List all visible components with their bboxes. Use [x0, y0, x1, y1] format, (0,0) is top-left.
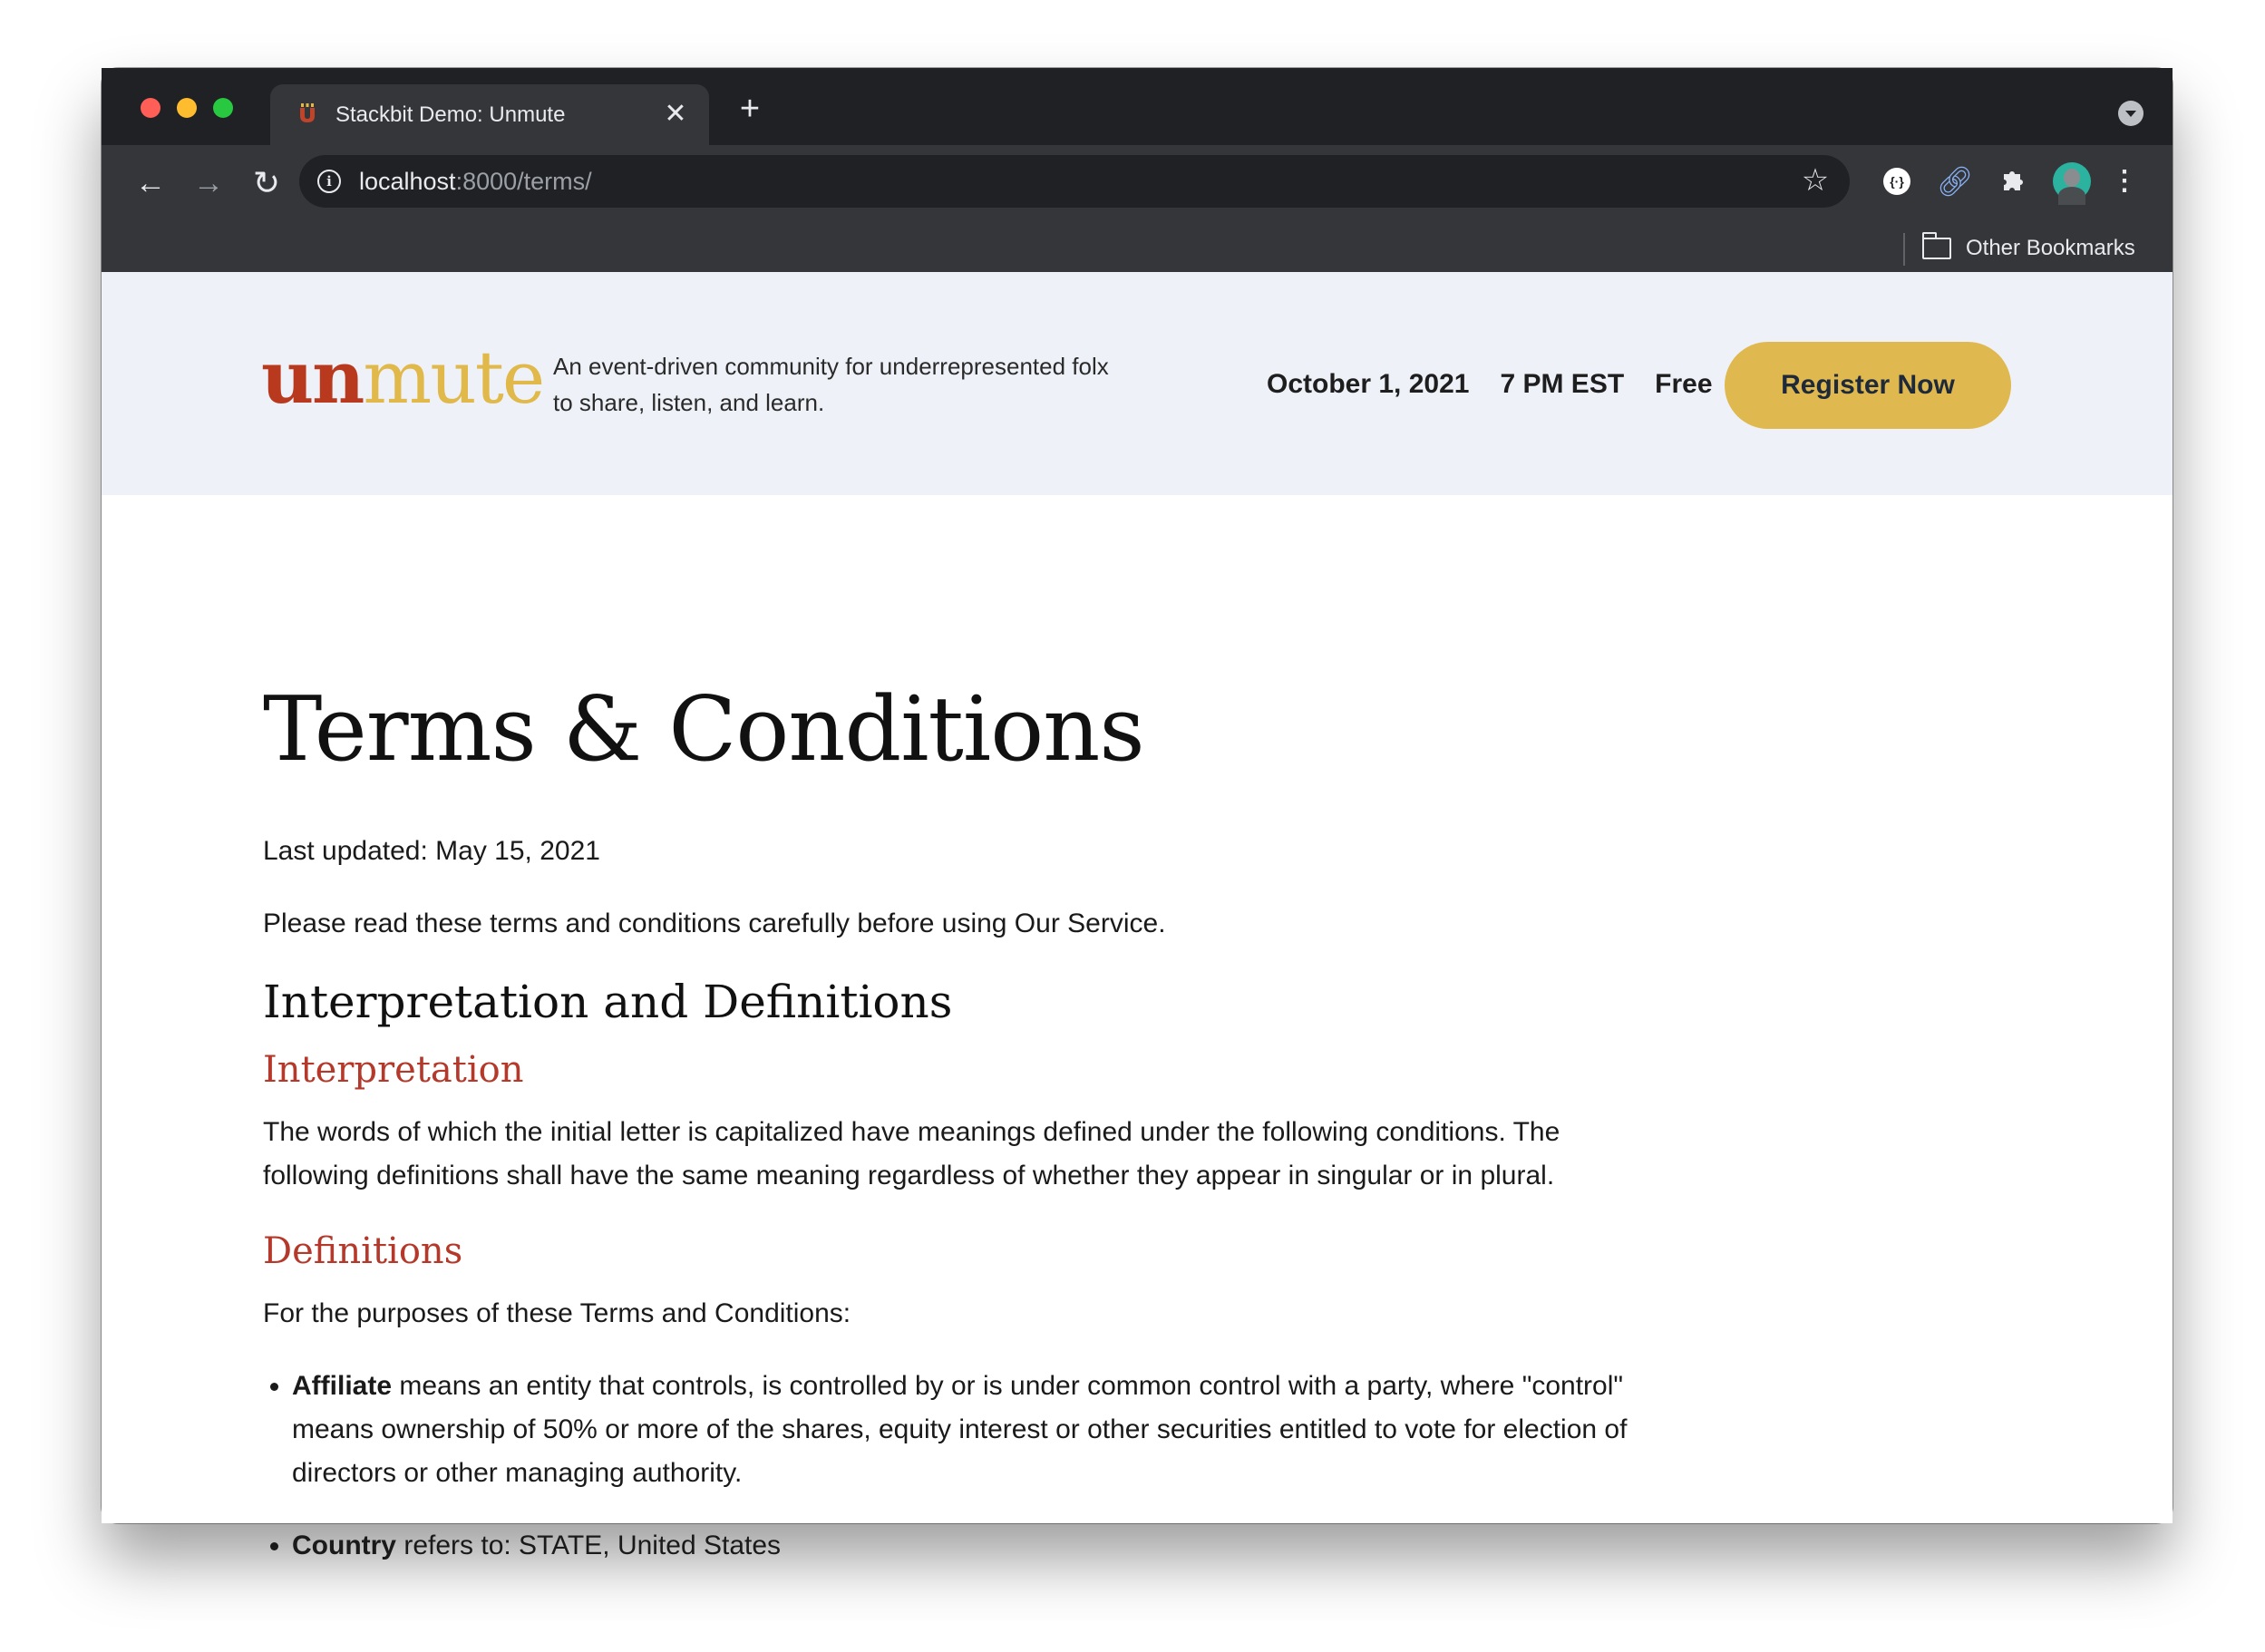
event-meta: [1267, 369, 1713, 400]
site-tagline: [553, 348, 1170, 421]
back-arrow-icon[interactable]: ←: [135, 166, 166, 200]
bookmark-folder-label: Other Bookmarks: [1966, 236, 2135, 260]
close-window-button[interactable]: [141, 98, 160, 118]
extension-devtools-icon[interactable]: {·}: [1877, 161, 1917, 201]
url-host: localhost: [359, 168, 456, 195]
definition-term: Affiliate: [292, 1371, 393, 1401]
definition-text: refers to: STATE, United States: [396, 1531, 782, 1560]
folder-icon: [1922, 238, 1951, 259]
address-bar[interactable]: [299, 155, 1850, 208]
site-header: [102, 272, 2173, 495]
definitions-list: [263, 1365, 1652, 1597]
interpretation-paragraph: The words of which the initial letter is capitalized have meanings defined under the following conditions. The following definitions shall have the same meaning regardless of whether they appear in singular or in plural.: [263, 1117, 1560, 1190]
url-text[interactable]: [359, 168, 592, 196]
extension-link-icon[interactable]: 🔗︎: [1936, 165, 1974, 198]
bookmark-folder-other[interactable]: [1922, 230, 2135, 267]
definitions-intro: For the purposes of these Terms and Conditions:: [263, 1298, 851, 1328]
extensions-puzzle-icon[interactable]: [1993, 161, 2033, 201]
forward-arrow-icon[interactable]: →: [193, 166, 224, 200]
site-info-icon[interactable]: i: [317, 170, 341, 193]
page-title: Terms & Conditions: [263, 678, 1144, 782]
event-date: October 1, 2021: [1267, 369, 1470, 399]
site-logo[interactable]: [261, 332, 543, 423]
event-price: Free: [1655, 369, 1713, 399]
last-updated: Last updated: May 15, 2021: [263, 836, 600, 866]
url-path: :8000/terms/: [455, 168, 592, 195]
web-page: [102, 272, 2173, 1560]
section-heading: Interpretation and Definitions: [263, 976, 953, 1028]
list-item: [292, 1524, 1652, 1568]
tagline-line-2: to share, listen, and learn.: [553, 389, 825, 416]
logo-light-part: mute: [363, 335, 544, 420]
unmute-favicon-icon: [296, 102, 319, 126]
tab-search-chevron-icon[interactable]: [2118, 101, 2143, 126]
bookmarks-divider: [1903, 233, 1905, 266]
register-now-button[interactable]: Register Now: [1725, 342, 2011, 429]
definition-text: means an entity that controls, is controlled by or is under common control with a party, where "control" means ownership of 50% or more of the shares, equity interest or other securities entitled to vote for election of directors or other managing authority.: [292, 1371, 1628, 1488]
browser-window: [102, 68, 2173, 1560]
event-time: 7 PM EST: [1500, 369, 1625, 399]
minimize-window-button[interactable]: [177, 98, 197, 118]
list-item: [292, 1365, 1652, 1495]
profile-avatar[interactable]: [2053, 162, 2091, 200]
interpretation-heading: Interpretation: [263, 1049, 524, 1091]
logo-bold-part: un: [261, 335, 364, 420]
reload-icon[interactable]: ↻: [252, 164, 281, 201]
zoom-window-button[interactable]: [213, 98, 233, 118]
intro-paragraph: Please read these terms and conditions carefully before using Our Service.: [263, 909, 1166, 938]
tab-close-icon[interactable]: ✕: [664, 99, 687, 129]
tab-active[interactable]: [270, 84, 709, 145]
browser-menu-kebab-icon[interactable]: ⋮: [2111, 166, 2138, 196]
bookmark-star-icon[interactable]: ☆: [1801, 163, 1830, 198]
new-tab-plus-icon[interactable]: +: [739, 90, 761, 128]
tagline-line-1: An event-driven community for underrepresented folx: [553, 353, 1109, 380]
definitions-heading: Definitions: [263, 1230, 463, 1272]
definition-term: Country: [292, 1531, 396, 1560]
tab-title: Stackbit Demo: Unmute: [335, 102, 566, 127]
tab-strip: [102, 68, 2173, 145]
browser-toolbar: [102, 145, 2173, 272]
